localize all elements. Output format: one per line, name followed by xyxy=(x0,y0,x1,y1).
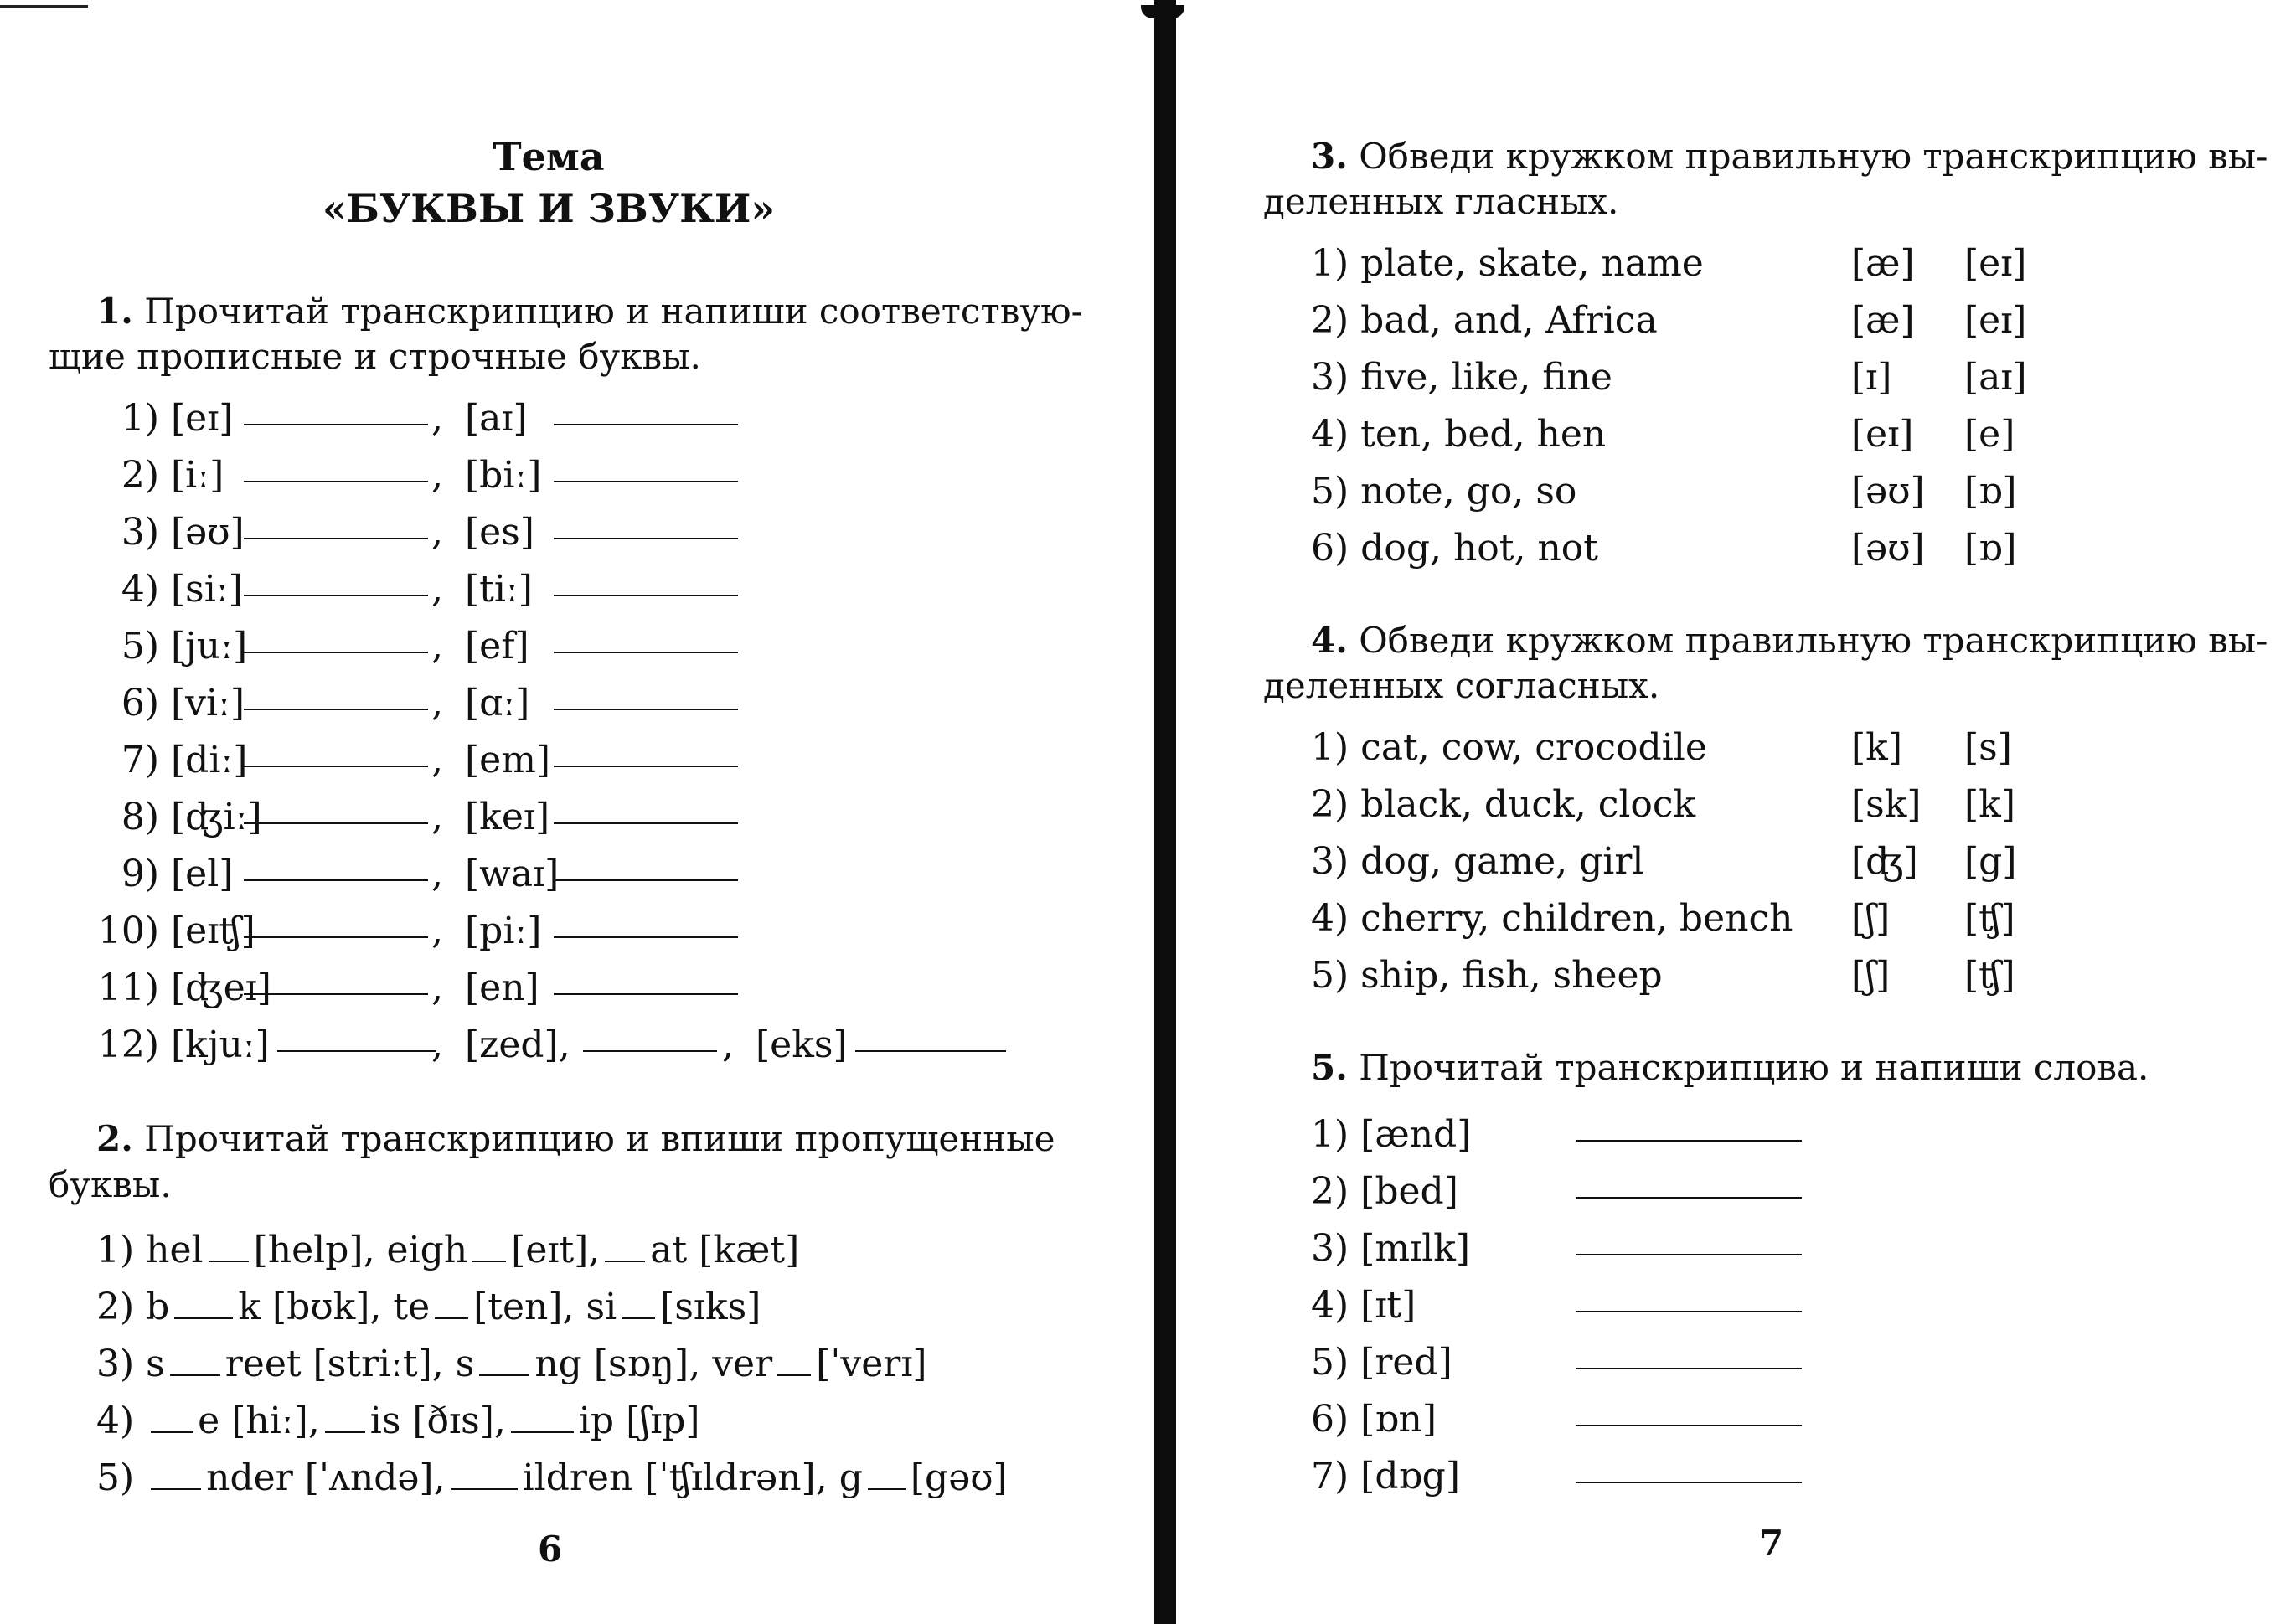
exercise-5-item xyxy=(1311,1451,1460,1502)
missing-letter-blank[interactable] xyxy=(170,1344,220,1376)
transcription: [biː] xyxy=(465,454,542,497)
word-list: dog, hot, not xyxy=(1360,527,1598,570)
ex3-item-words xyxy=(1311,353,1612,403)
transcription: [eɪ] xyxy=(171,397,234,440)
transcription-option[interactable]: [əʊ] xyxy=(1851,470,1925,513)
transcription-option[interactable]: [ʤ] xyxy=(1851,840,1918,883)
transcription-option[interactable]: [əʊ] xyxy=(1851,527,1925,570)
ex4-item-words xyxy=(1311,894,1793,944)
exercise-2-item xyxy=(96,1225,799,1276)
item-number: 2) xyxy=(1311,1170,1349,1213)
answer-blank[interactable] xyxy=(244,621,428,653)
exercise-text: Обведи кружком правильную транскрипцию вы- xyxy=(1359,620,2268,661)
missing-letter-blank[interactable] xyxy=(479,1344,529,1376)
word-part: [eɪt], xyxy=(511,1229,601,1271)
comma: , xyxy=(431,853,443,895)
exercise-2-item xyxy=(96,1396,700,1446)
answer-blank[interactable] xyxy=(1576,1451,1802,1483)
word-list: cherry, children, bench xyxy=(1360,897,1793,940)
item-number: 1) xyxy=(1311,1113,1349,1156)
word-list: five, like, fine xyxy=(1360,356,1612,399)
answer-blank[interactable] xyxy=(554,849,738,881)
missing-letter-blank[interactable] xyxy=(605,1230,645,1262)
word-list: black, duck, clock xyxy=(1360,783,1696,826)
transcription: [ɪt] xyxy=(1360,1284,1416,1327)
comma: , xyxy=(431,625,443,668)
item-number: 7) xyxy=(1311,1455,1349,1498)
answer-blank[interactable] xyxy=(1576,1395,1802,1426)
transcription-option[interactable]: [eɪ] xyxy=(1964,242,2027,285)
exercise-number: 2. xyxy=(96,1118,133,1159)
ex3-item-words xyxy=(1311,239,1704,289)
word-part: e [hiː], xyxy=(198,1400,320,1442)
exercise-1-item xyxy=(84,735,551,786)
topic-label: Тема xyxy=(493,134,605,179)
missing-letter-blank[interactable] xyxy=(151,1401,193,1433)
missing-letter-blank[interactable] xyxy=(325,1401,365,1433)
transcription: [iː] xyxy=(171,454,224,497)
answer-blank[interactable] xyxy=(583,1020,717,1052)
ex4-item-words xyxy=(1311,951,1663,1001)
exercise-1-item xyxy=(84,565,533,615)
comma: , xyxy=(722,1023,734,1066)
exercise-4-heading-cont: деленных согласных. xyxy=(1263,665,1660,706)
transcription-option[interactable]: [s] xyxy=(1964,726,2012,769)
transcription-option[interactable]: [eɪ] xyxy=(1851,413,1914,456)
comma: , xyxy=(431,796,443,838)
ex4-item-words xyxy=(1311,780,1695,830)
transcription: [tiː] xyxy=(465,568,533,611)
answer-blank[interactable] xyxy=(554,735,738,767)
exercise-1-item xyxy=(84,621,529,672)
exercise-1-item xyxy=(84,906,542,956)
word-list: plate, skate, name xyxy=(1360,242,1704,285)
transcription-option[interactable]: [k] xyxy=(1851,726,1902,769)
answer-blank[interactable] xyxy=(1576,1281,1802,1312)
transcription: [ef] xyxy=(465,625,529,668)
item-number: 10) xyxy=(97,910,159,952)
exercise-1-item xyxy=(84,1020,848,1070)
answer-blank[interactable] xyxy=(554,394,738,425)
exercise-1-item xyxy=(84,792,550,843)
transcription: [keɪ] xyxy=(465,796,550,838)
item-number: 11) xyxy=(97,967,159,1009)
transcription-option[interactable]: [e] xyxy=(1964,413,2015,456)
missing-letter-blank[interactable] xyxy=(777,1344,811,1376)
comma: , xyxy=(431,511,443,554)
item-number: 2) xyxy=(1311,783,1349,826)
exercise-5-heading xyxy=(1311,1045,2149,1090)
item-number: 5) xyxy=(1311,1341,1349,1384)
exercise-1-heading-cont: щие прописные и строчные буквы. xyxy=(49,336,701,377)
comma: , xyxy=(431,739,443,781)
answer-blank[interactable] xyxy=(244,792,428,824)
item-number: 5) xyxy=(1311,470,1349,513)
item-number: 5) xyxy=(1311,954,1349,997)
item-number: 6) xyxy=(1311,527,1349,570)
missing-letter-blank[interactable] xyxy=(472,1230,506,1262)
word-part: at [kæt] xyxy=(650,1229,800,1271)
right-page xyxy=(1181,0,2296,1624)
exercise-1-heading xyxy=(96,289,1083,334)
comma: , xyxy=(431,967,443,1009)
item-number: 7) xyxy=(121,739,159,781)
answer-blank[interactable] xyxy=(244,678,428,710)
transcription: [eɪʧ] xyxy=(171,910,255,952)
item-number: 6) xyxy=(121,682,159,724)
transcription: [əʊ] xyxy=(171,511,245,554)
answer-blank[interactable] xyxy=(554,508,738,539)
item-number: 4) xyxy=(1311,413,1349,456)
ex3-item-words xyxy=(1311,467,1576,517)
answer-blank[interactable] xyxy=(244,906,428,938)
item-number: 1) xyxy=(1311,242,1349,285)
item-number: 12) xyxy=(97,1023,159,1066)
answer-blank[interactable] xyxy=(1576,1167,1802,1199)
word-part: [gəʊ] xyxy=(910,1456,1008,1499)
comma: , xyxy=(431,1023,443,1066)
transcription: [diː] xyxy=(171,739,248,781)
word-part: is [ðɪs], xyxy=(369,1400,506,1442)
transcription: [kjuː] xyxy=(171,1023,270,1066)
item-number: 4) xyxy=(1311,897,1349,940)
transcription-option[interactable]: [ʃ] xyxy=(1851,897,1891,940)
answer-blank[interactable] xyxy=(554,963,738,995)
answer-blank[interactable] xyxy=(855,1020,1006,1052)
word-list: ten, bed, hen xyxy=(1360,413,1607,456)
transcription: [waɪ] xyxy=(465,853,560,895)
comma: , xyxy=(431,568,443,611)
page-number: 6 xyxy=(538,1529,563,1570)
exercise-5-item xyxy=(1311,1395,1437,1445)
ex4-item-words xyxy=(1311,723,1707,773)
exercise-5-item xyxy=(1311,1338,1452,1388)
exercise-text: Обведи кружком правильную транскрипцию вы- xyxy=(1359,136,2268,177)
answer-blank[interactable] xyxy=(244,451,428,482)
transcription-option[interactable]: [æ] xyxy=(1851,299,1915,342)
item-number: 3) xyxy=(1311,356,1349,399)
word-part: ng [sɒŋ], ver xyxy=(534,1343,773,1385)
transcription: [siː] xyxy=(171,568,243,611)
exercise-2-item xyxy=(96,1339,927,1389)
transcription: [juː] xyxy=(171,625,248,668)
missing-letter-blank[interactable] xyxy=(511,1401,574,1433)
transcription: [zed], xyxy=(465,1023,570,1066)
transcription-option[interactable]: [ʧ] xyxy=(1964,954,2015,997)
word-part: nder [ˈʌndə], xyxy=(206,1456,446,1499)
word-list: bad, and, Africa xyxy=(1360,299,1658,342)
item-number: 4) xyxy=(1311,1284,1349,1327)
missing-letter-blank[interactable] xyxy=(435,1287,468,1319)
exercise-5-item xyxy=(1311,1167,1458,1217)
word-part: [ˈverɪ] xyxy=(816,1343,927,1385)
missing-letter-blank[interactable] xyxy=(868,1458,906,1490)
item-number: 3) xyxy=(1311,840,1349,883)
transcription-option[interactable]: [sk] xyxy=(1851,783,1922,826)
answer-blank[interactable] xyxy=(244,508,428,539)
transcription: [ʤiː] xyxy=(171,796,262,838)
word-part: b xyxy=(146,1286,170,1328)
item-number: 3) xyxy=(96,1343,135,1385)
item-number: 4) xyxy=(121,568,159,611)
missing-letter-blank[interactable] xyxy=(174,1287,233,1319)
transcription-option[interactable]: [ʧ] xyxy=(1964,897,2015,940)
word-list: ship, fish, sheep xyxy=(1360,954,1663,997)
comma: , xyxy=(431,910,443,952)
word-list: cat, cow, crocodile xyxy=(1360,726,1707,769)
transcription-option[interactable]: [k] xyxy=(1964,783,2015,826)
item-number: 2) xyxy=(96,1286,135,1328)
transcription-option[interactable]: [ɒ] xyxy=(1964,470,2017,513)
transcription-option[interactable]: [ʃ] xyxy=(1851,954,1891,997)
transcription: [piː] xyxy=(465,910,542,952)
word-part: [sɪks] xyxy=(660,1286,761,1328)
transcription-option[interactable]: [ɒ] xyxy=(1964,527,2017,570)
transcription-option[interactable]: [ɪ] xyxy=(1851,356,1892,399)
exercise-2-heading xyxy=(96,1116,1055,1162)
missing-letter-blank[interactable] xyxy=(209,1230,249,1262)
word-list: note, go, so xyxy=(1360,470,1577,513)
item-number: 3) xyxy=(121,511,159,554)
item-number: 5) xyxy=(96,1456,135,1499)
transcription: [viː] xyxy=(171,682,245,724)
comma: , xyxy=(431,682,443,724)
transcription-option[interactable]: [g] xyxy=(1964,840,2017,883)
exercise-1-item xyxy=(84,849,560,900)
answer-blank[interactable] xyxy=(244,565,428,596)
word-part: s xyxy=(146,1343,165,1385)
transcription: [mɪlk] xyxy=(1360,1227,1471,1270)
ex3-item-words xyxy=(1311,523,1598,574)
item-number: 5) xyxy=(121,625,159,668)
ex3-item-words xyxy=(1311,410,1606,460)
transcription: [aɪ] xyxy=(465,397,528,440)
word-part: k [bʊk], te xyxy=(238,1286,431,1328)
answer-blank[interactable] xyxy=(244,849,428,881)
missing-letter-blank[interactable] xyxy=(622,1287,655,1319)
item-number: 9) xyxy=(121,853,159,895)
exercise-2-item xyxy=(96,1282,761,1333)
exercise-1-item xyxy=(84,394,528,444)
transcription-option[interactable]: [eɪ] xyxy=(1964,299,2027,342)
item-number: 3) xyxy=(1311,1227,1349,1270)
answer-blank[interactable] xyxy=(1576,1338,1802,1369)
answer-blank[interactable] xyxy=(244,394,428,425)
item-number: 1) xyxy=(121,397,159,440)
missing-letter-blank[interactable] xyxy=(151,1458,201,1490)
transcription: [ʤeɪ] xyxy=(171,967,271,1009)
answer-blank[interactable] xyxy=(554,621,738,653)
transcription-option[interactable]: [aɪ] xyxy=(1964,356,2027,399)
ex3-item-words xyxy=(1311,296,1658,346)
word-part: [ten], si xyxy=(473,1286,617,1328)
transcription: [ænd] xyxy=(1360,1113,1472,1156)
ex4-item-words xyxy=(1311,837,1643,887)
answer-blank[interactable] xyxy=(1576,1110,1802,1142)
answer-blank[interactable] xyxy=(277,1020,436,1052)
item-number: 1) xyxy=(1311,726,1349,769)
transcription: [es] xyxy=(465,511,534,554)
exercise-5-item xyxy=(1311,1281,1416,1331)
topic-title: «БУКВЫ И ЗВУКИ» xyxy=(322,186,776,231)
missing-letter-blank[interactable] xyxy=(451,1458,518,1490)
transcription: [en] xyxy=(465,967,539,1009)
exercise-2-heading-cont: буквы. xyxy=(49,1164,172,1205)
exercise-3-heading-cont: деленных гласных. xyxy=(1263,181,1619,222)
word-part: [help], eigh xyxy=(253,1229,468,1271)
transcription: [el] xyxy=(171,853,234,895)
item-number: 4) xyxy=(96,1400,135,1442)
exercise-text: Прочитай транскрипцию и напиши соответствую- xyxy=(144,291,1083,332)
transcription: [ɒn] xyxy=(1360,1398,1437,1441)
word-part: reet [striːt], s xyxy=(224,1343,475,1385)
exercise-text: Прочитай транскрипцию и напиши слова. xyxy=(1359,1047,2149,1088)
word-part: hel xyxy=(146,1229,204,1271)
book-spine xyxy=(1154,0,1176,1624)
exercise-number: 1. xyxy=(96,291,133,332)
exercise-1-item xyxy=(84,963,539,1013)
answer-blank[interactable] xyxy=(244,963,428,995)
transcription: [eks] xyxy=(756,1023,848,1066)
transcription: [ɑː] xyxy=(465,682,530,724)
word-list: dog, game, girl xyxy=(1360,840,1644,883)
transcription: [em] xyxy=(465,739,551,781)
page-number: 7 xyxy=(1759,1523,1784,1564)
comma: , xyxy=(431,397,443,440)
transcription: [red] xyxy=(1360,1341,1452,1384)
comma: , xyxy=(431,454,443,497)
exercise-1-item xyxy=(84,508,534,558)
answer-blank[interactable] xyxy=(554,678,738,710)
answer-blank[interactable] xyxy=(554,792,738,824)
exercise-number: 5. xyxy=(1311,1047,1348,1088)
transcription: [bed] xyxy=(1360,1170,1458,1213)
word-part: ildren [ˈʧɪldrən], g xyxy=(522,1456,863,1499)
exercise-4-heading xyxy=(1311,618,2268,663)
item-number: 1) xyxy=(96,1229,135,1271)
transcription: [dɒg] xyxy=(1360,1455,1461,1498)
exercise-1-item xyxy=(84,678,530,729)
exercise-text: Прочитай транскрипцию и впиши пропущенные xyxy=(144,1118,1055,1159)
exercise-2-item xyxy=(96,1453,1008,1503)
answer-blank[interactable] xyxy=(554,565,738,596)
answer-blank[interactable] xyxy=(244,735,428,767)
answer-blank[interactable] xyxy=(554,451,738,482)
exercise-1-item xyxy=(84,451,542,501)
answer-blank[interactable] xyxy=(1576,1224,1802,1255)
word-part: ip [ʃɪp] xyxy=(578,1400,700,1442)
item-number: 8) xyxy=(121,796,159,838)
exercise-3-heading xyxy=(1311,134,2268,179)
item-number: 2) xyxy=(121,454,159,497)
exercise-number: 4. xyxy=(1311,620,1348,661)
exercise-number: 3. xyxy=(1311,136,1348,177)
item-number: 2) xyxy=(1311,299,1349,342)
exercise-5-item xyxy=(1311,1224,1470,1274)
answer-blank[interactable] xyxy=(554,906,738,938)
exercise-5-item xyxy=(1311,1110,1471,1160)
item-number: 6) xyxy=(1311,1398,1349,1441)
transcription-option[interactable]: [æ] xyxy=(1851,242,1915,285)
